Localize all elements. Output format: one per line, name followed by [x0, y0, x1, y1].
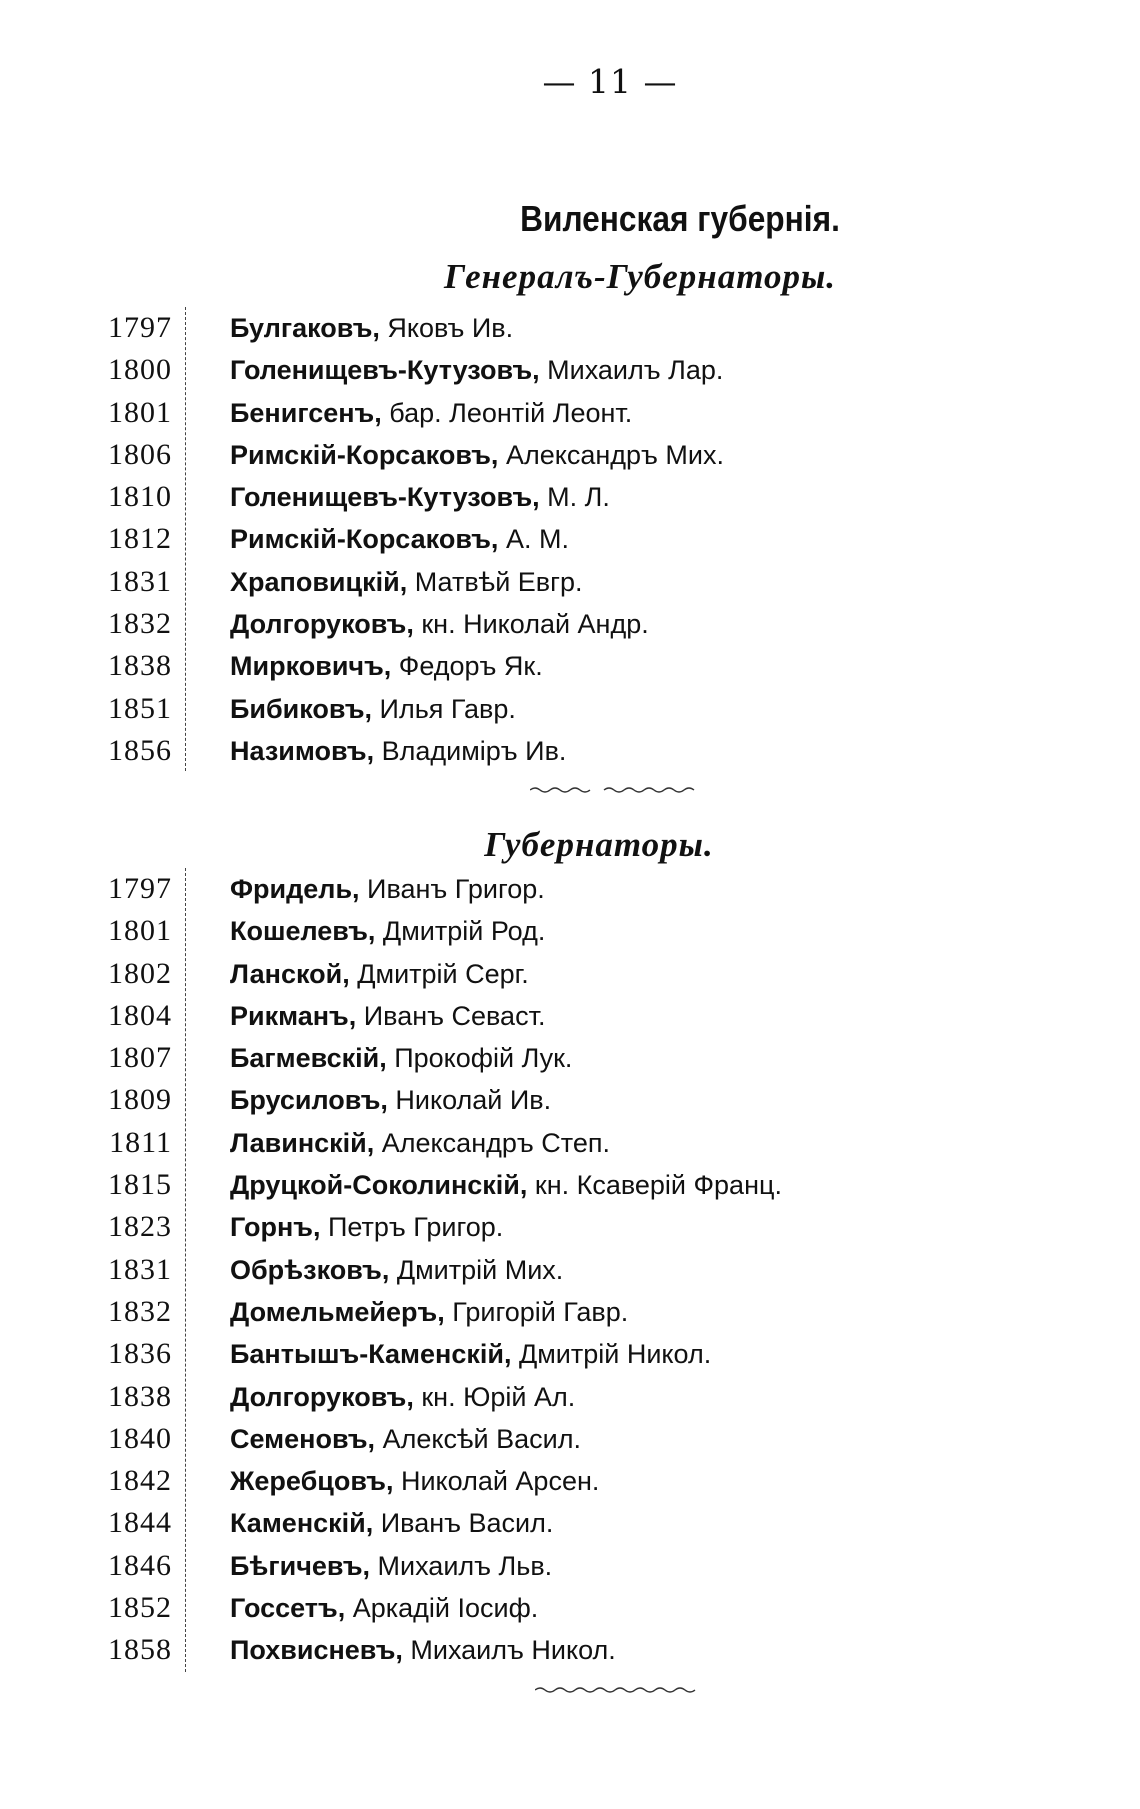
entry-name	[230, 995, 545, 1037]
entry-surname: Римскій-Корсаковъ,	[230, 524, 499, 555]
list-item	[0, 476, 1140, 518]
entry-year: 1832	[108, 607, 172, 641]
entry-year: 1810	[108, 480, 172, 514]
entry-given-name: Аркадій Іосиф.	[345, 1593, 539, 1624]
entry-given-name: Иванъ Васил.	[373, 1508, 554, 1539]
entry-name	[230, 730, 566, 772]
governors-general-list	[0, 307, 1140, 772]
entry-given-name: Дмитрій Род.	[375, 916, 546, 947]
entry-surname: Жеребцовъ,	[230, 1466, 394, 1497]
entry-year: 1797	[108, 311, 172, 344]
entry-year: 1801	[108, 395, 172, 429]
list-item	[0, 730, 1140, 772]
entry-given-name: Дмитрій Никол.	[511, 1339, 712, 1370]
entry-name	[230, 688, 516, 730]
list-item	[0, 645, 1140, 687]
entry-year: 1831	[108, 564, 172, 598]
entry-given-name: Дмитрій Серг.	[349, 958, 529, 989]
entry-year: 1856	[108, 733, 172, 767]
entry-year: 1858	[108, 1633, 172, 1667]
entry-surname: Брусиловъ,	[230, 1085, 388, 1116]
entry-surname: Бѣгичевъ,	[230, 1550, 371, 1581]
entry-surname: Обрѣзковъ,	[230, 1254, 390, 1285]
list-item	[0, 1206, 1140, 1248]
section-title-governors-general: Генералъ-Губернаторы.	[443, 257, 837, 296]
entry-year: 1812	[108, 522, 172, 556]
entry-given-name: Николай Ив.	[387, 1085, 552, 1116]
end-divider-ornament	[535, 1686, 705, 1694]
entry-given-name: кн. Ксаверій Франц.	[527, 1170, 782, 1201]
entry-given-name: Прокофій Лук.	[386, 1043, 573, 1074]
entry-surname: Багмевскій,	[230, 1043, 387, 1074]
list-item	[0, 1037, 1140, 1079]
entry-year: 1842	[108, 1464, 172, 1498]
entry-given-name: Григорій Гавр.	[444, 1296, 629, 1327]
entry-given-name: кн. Юрій Ал.	[413, 1381, 576, 1412]
list-item	[0, 868, 1140, 910]
entry-year: 1804	[108, 998, 172, 1032]
entry-given-name: Владиміръ Ив.	[374, 735, 567, 766]
entry-year: 1838	[108, 649, 172, 683]
list-item	[0, 1418, 1140, 1460]
entry-year: 1838	[108, 1379, 172, 1413]
entry-given-name: А. М.	[498, 524, 569, 555]
entry-given-name: Петръ Григор.	[320, 1212, 504, 1243]
entry-surname: Кошелевъ,	[230, 916, 376, 947]
entry-surname: Голенищевъ-Кутузовъ,	[230, 355, 540, 386]
entry-surname: Долгоруковъ,	[230, 1381, 414, 1412]
entry-name	[230, 392, 632, 434]
list-item	[0, 561, 1140, 603]
entry-given-name: Иванъ Григор.	[359, 874, 545, 904]
entry-name	[230, 1629, 616, 1671]
entry-name	[230, 1418, 581, 1460]
entry-surname: Домельмейеръ,	[230, 1296, 445, 1327]
entry-name	[230, 1122, 610, 1164]
entry-year: 1815	[108, 1168, 172, 1202]
entry-year: 1852	[108, 1591, 172, 1625]
entry-given-name: бар. Леонтій Леонт.	[381, 397, 633, 428]
entry-name	[230, 1291, 628, 1333]
entry-surname: Горнъ,	[230, 1212, 321, 1243]
list-item	[0, 1502, 1140, 1544]
entry-year: 1832	[108, 1294, 172, 1328]
entry-surname: Лавинскій,	[230, 1127, 375, 1158]
entry-surname: Храповицкій,	[230, 566, 408, 597]
entry-given-name: Михаилъ Никол.	[402, 1635, 616, 1666]
entry-given-name: Александръ Мих.	[498, 439, 724, 470]
entry-year: 1840	[108, 1421, 172, 1455]
entry-name	[230, 1079, 551, 1121]
entry-year: 1800	[108, 353, 172, 387]
entry-year: 1836	[108, 1337, 172, 1371]
entry-name	[230, 1460, 599, 1502]
entry-name	[230, 645, 543, 687]
entry-year: 1811	[109, 1125, 172, 1159]
entry-name	[230, 1502, 553, 1544]
entry-surname: Римскій-Корсаковъ,	[230, 439, 499, 470]
entry-year: 1801	[108, 914, 172, 948]
section-divider-ornament	[530, 786, 700, 794]
entry-given-name: Яковъ Ив.	[379, 313, 514, 343]
page-number: — 11 —	[542, 62, 678, 101]
list-item	[0, 307, 1140, 349]
entry-surname: Мирковичъ,	[230, 651, 392, 682]
entry-name	[230, 1037, 572, 1079]
entry-name	[230, 1249, 563, 1291]
entry-given-name: Алексѣй Васил.	[375, 1423, 581, 1454]
list-item	[0, 349, 1140, 391]
list-item	[0, 1164, 1140, 1206]
entry-year: 1809	[108, 1083, 172, 1117]
list-item	[0, 688, 1140, 730]
entry-given-name: Дмитрій Мих.	[389, 1254, 564, 1285]
entry-name	[230, 1545, 552, 1587]
entry-year: 1807	[108, 1041, 172, 1075]
entry-year: 1831	[108, 1252, 172, 1286]
entry-year: 1802	[108, 956, 172, 990]
entry-name	[230, 349, 723, 391]
entry-name	[230, 910, 545, 952]
entry-name	[230, 1333, 711, 1375]
entry-given-name: Федоръ Як.	[391, 651, 543, 682]
entry-given-name: Николай Арсен.	[393, 1466, 600, 1497]
province-title: Виленская губернія.	[520, 198, 840, 239]
entry-given-name: М. Л.	[539, 482, 610, 513]
entry-name	[230, 1587, 538, 1629]
entry-given-name: Михаилъ Лар.	[539, 355, 724, 386]
entry-year: 1797	[108, 872, 172, 905]
entry-name	[230, 476, 610, 518]
entry-name	[230, 868, 545, 910]
entry-year: 1846	[108, 1548, 172, 1582]
list-item	[0, 953, 1140, 995]
entry-surname: Похвисневъ,	[230, 1635, 403, 1666]
entry-surname: Бенигсенъ,	[230, 397, 382, 428]
list-item	[0, 1291, 1140, 1333]
list-item	[0, 1249, 1140, 1291]
entry-surname: Друцкой-Соколинскій,	[230, 1170, 528, 1201]
list-item	[0, 603, 1140, 645]
entry-given-name: Михаилъ Льв.	[370, 1550, 553, 1581]
entry-name	[230, 1164, 782, 1206]
entry-name	[230, 518, 569, 560]
entry-surname: Фридель,	[230, 874, 360, 904]
entry-surname: Булгаковъ,	[230, 313, 380, 343]
entry-name	[230, 1206, 503, 1248]
entry-surname: Каменскій,	[230, 1508, 374, 1539]
entry-year: 1806	[108, 437, 172, 471]
entry-name	[230, 561, 583, 603]
entry-surname: Долгоруковъ,	[230, 609, 414, 640]
entry-year: 1851	[108, 691, 172, 725]
entry-surname: Голенищевъ-Кутузовъ,	[230, 482, 540, 513]
entry-surname: Ланской,	[230, 958, 350, 989]
list-item	[0, 1460, 1140, 1502]
list-item	[0, 1545, 1140, 1587]
entry-given-name: Илья Гавр.	[372, 693, 516, 724]
list-item	[0, 518, 1140, 560]
entry-surname: Бантышъ-Каменскій,	[230, 1339, 512, 1370]
list-item	[0, 1333, 1140, 1375]
entry-surname: Рикманъ,	[230, 1000, 357, 1031]
entry-name	[230, 307, 513, 349]
entry-given-name: Иванъ Севаст.	[356, 1000, 546, 1031]
section-title-governors: Губернаторы.	[484, 825, 714, 864]
entry-year: 1823	[108, 1210, 172, 1244]
list-item	[0, 1587, 1140, 1629]
entry-given-name: Александръ Степ.	[374, 1127, 610, 1158]
list-item	[0, 910, 1140, 952]
list-item	[0, 995, 1140, 1037]
entry-surname: Семеновъ,	[230, 1423, 376, 1454]
entry-name	[230, 434, 724, 476]
entry-given-name: кн. Николай Андр.	[413, 609, 649, 640]
entry-name	[230, 1376, 575, 1418]
entry-name	[230, 953, 529, 995]
list-item	[0, 392, 1140, 434]
list-item	[0, 1079, 1140, 1121]
entry-given-name: Матвѣй Евгр.	[407, 566, 583, 597]
entry-surname: Бибиковъ,	[230, 693, 373, 724]
entry-name	[230, 603, 649, 645]
governors-list	[0, 868, 1140, 1672]
list-item	[0, 1122, 1140, 1164]
list-item	[0, 1376, 1140, 1418]
entry-year: 1844	[108, 1506, 172, 1540]
entry-surname: Назимовъ,	[230, 735, 375, 766]
list-item	[0, 1629, 1140, 1671]
list-item	[0, 434, 1140, 476]
entry-surname: Госсетъ,	[230, 1593, 346, 1624]
